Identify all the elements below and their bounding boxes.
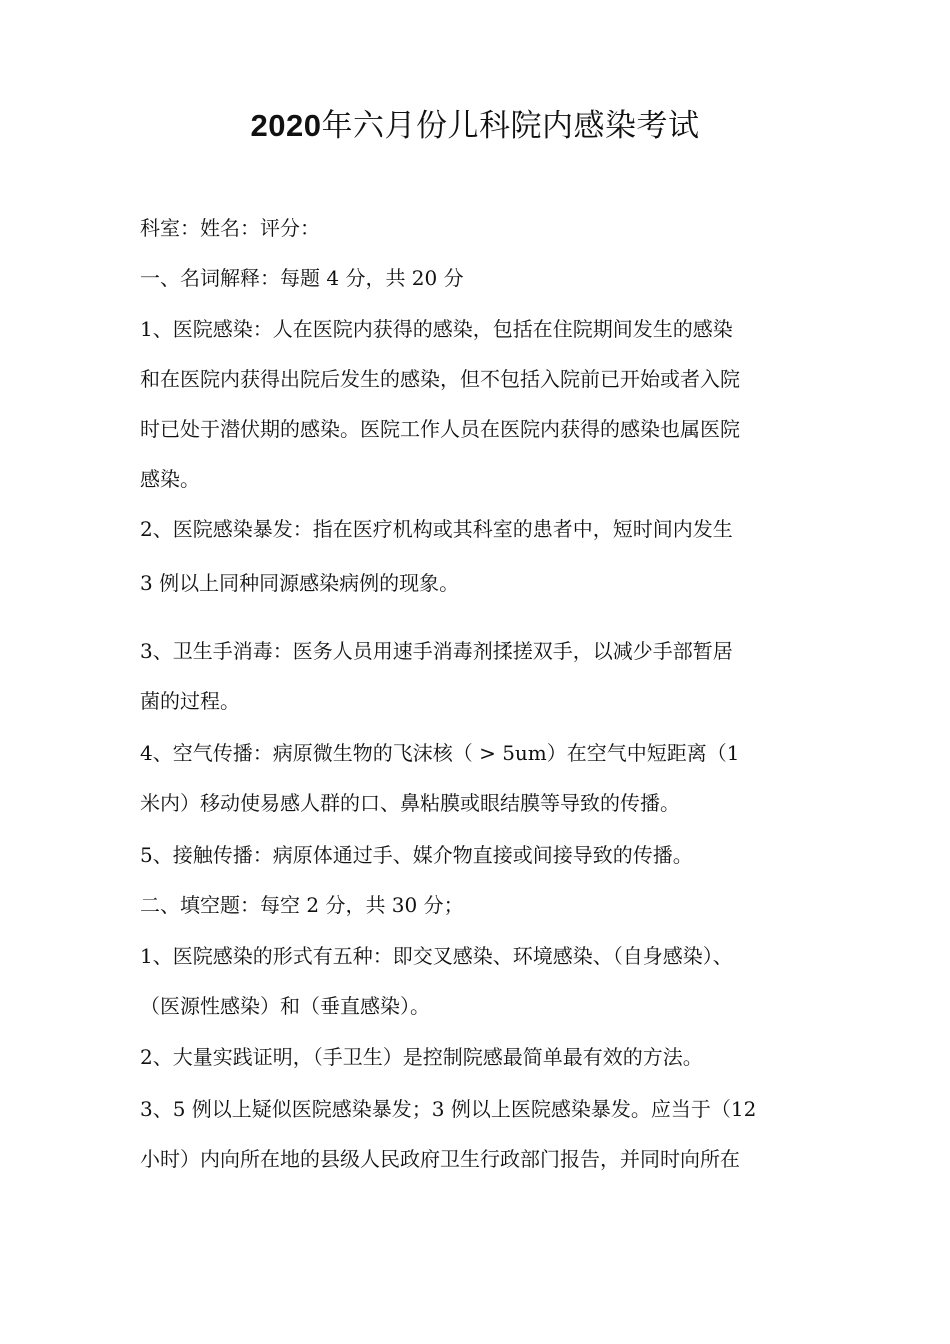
section-2-heading: 二、填空题：每空 2 分，共 30 分； bbox=[140, 893, 464, 917]
text-line: 3、卫生手消毒：医务人员用速手消毒剂揉搓双手，以减少手部暂居 bbox=[140, 639, 733, 663]
title-year: 2020 bbox=[250, 108, 322, 143]
text-line: 和在医院内获得出院后发生的感染，但不包括入院前已开始或者入院 bbox=[140, 367, 740, 391]
text-line: 时已处于潜伏期的感染。医院工作人员在医院内获得的感染也属医院 bbox=[140, 417, 740, 441]
text-line: （医源性感染）和（垂直感染）。 bbox=[140, 994, 430, 1018]
text-line: 小时）内向所在地的县级人民政府卫生行政部门报告，并同时向所在 bbox=[140, 1147, 740, 1171]
text-line: 2、大量实践证明，（手卫生）是控制院感最简单最有效的方法。 bbox=[140, 1045, 703, 1069]
text-line: 感染。 bbox=[140, 467, 200, 491]
text-line: 5、接触传播：病原体通过手、媒介物直接或间接导致的传播。 bbox=[140, 843, 693, 867]
text-line: 米内）移动使易感人群的口、鼻粘膜或眼结膜等导致的传播。 bbox=[140, 791, 680, 815]
document-title bbox=[0, 106, 950, 146]
text-line: 1、医院感染的形式有五种：即交叉感染、环境感染、（自身感染）、 bbox=[140, 944, 733, 968]
text-line: 4、空气传播：病原微生物的飞沫核（ > 5um）在空气中短距离（1 bbox=[140, 741, 740, 765]
text-line: 3 例以上同种同源感染病例的现象。 bbox=[140, 571, 460, 595]
text-line: 3、5 例以上疑似医院感染暴发；3 例以上医院感染暴发。应当于（12 bbox=[140, 1097, 757, 1121]
text-line: 1、医院感染：人在医院内获得的感染，包括在住院期间发生的感染 bbox=[140, 317, 733, 341]
title-text: 年六月份儿科院内感染考试 bbox=[321, 108, 700, 144]
text-line: 菌的过程。 bbox=[140, 689, 240, 713]
section-1-heading: 一、名词解释：每题 4 分，共 20 分 bbox=[140, 266, 464, 290]
text-line: 2、医院感染暴发：指在医疗机构或其科室的患者中，短时间内发生 bbox=[140, 517, 733, 541]
header-fields-line: 科室：姓名：评分： bbox=[140, 216, 320, 240]
